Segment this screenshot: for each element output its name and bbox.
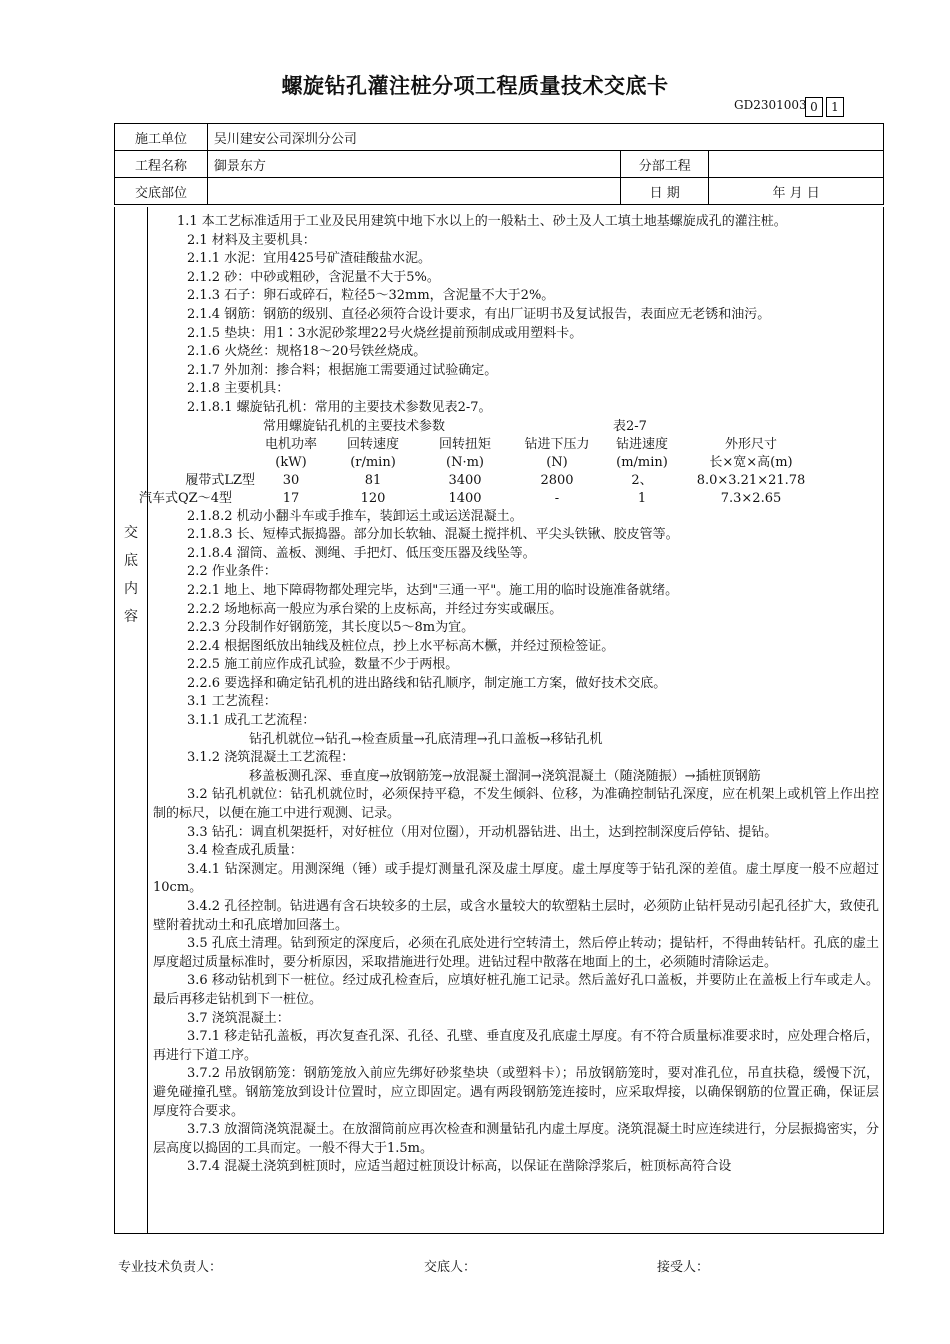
content-paragraph: 3.2 钻孔机就位：钻孔机就位时，必须保持平稳，不发生倾斜、位移，为准确控制钻孔深度，应在机架上或机管上作出控制的标尺，以便在施工中进行观测、记录。 [153,787,879,822]
content-paragraph: 2.2 作业条件： [187,564,277,580]
content-paragraph: 3.4.2 孔径控制。钻进遇有含石块较多的土层，或含水量较大的软塑粘土层时，必须防止钻杆晃动引起孔径扩大，致使孔壁附着扰动土和孔底增加回落土。 [153,899,879,933]
receiver-signature: 接受人： [657,1260,710,1275]
part-label: 交底部位 [115,178,208,205]
content-paragraph: 3.1 工艺流程： [187,694,277,710]
param-header: 回转扭矩 [438,436,491,452]
param-header: 外形尺寸 [724,436,777,452]
code-box-1: 0 [805,97,823,117]
content-paragraph: 3.6 移动钻机到下一桩位。经过成孔检查后，应填好桩孔施工记录。然后盖好孔口盖板，并要防止在盖板上行车或走人。最后再移走钻机到下一桩位。 [153,973,879,1007]
content-paragraph: 2.1.8.2 机动小翻斗车或手推车，装卸运土或运送混凝土。 [187,508,523,524]
division-label: 分部工程 [621,151,709,178]
content-paragraph: 1.1 本工艺标准适用于工业及民用建筑中地下水以上的一般粘土、砂土及人工填土地基螺旋成孔的灌注桩。 [177,214,787,229]
division-value [709,151,884,178]
project-row [115,151,884,178]
discloser-signature: 交底人： [424,1260,477,1275]
content-section [114,207,884,1234]
tech-lead-signature: 专业技术负责人： [118,1260,223,1275]
side-char: 交 [124,525,138,541]
param-cell: 120 [360,490,386,506]
content-paragraph: 2.1.7 外加剂：掺合料；根据施工需要通过试验确定。 [187,362,498,378]
content-paragraph: 2.2.6 要选择和确定钻孔机的进出路线和钻孔顺序，制定施工方案，做好技术交底。 [187,675,667,691]
content-paragraph: 2.2.1 地上、地下障碍物都处理完毕，达到"三通一平"。施工用的临时设施准备就绪。 [187,582,679,598]
unit-value: 吴川建安公司深圳分公司 [207,124,883,151]
machine-param-table [139,418,821,508]
param-header: 钻进速度 [615,436,668,452]
param-table-number: 表2-7 [613,418,647,434]
content-paragraph: 2.1.8.1 螺旋钻孔机：常用的主要技术参数见表2-7。 [187,399,492,415]
content-paragraph: 2.1.4 钢筋：钢筋的级别、直径必须符合设计要求，有出厂证明书及复试报告，表面应无老锈和油污。 [187,306,771,322]
param-header: 电机功率 [264,436,317,452]
content-paragraph: 2.2.4 根据图纸放出轴线及桩位点，抄上水平标高木橛，并经过预检签证。 [187,638,615,654]
param-cell: 2800 [540,472,574,488]
param-header: 回转速度 [346,436,399,452]
content-paragraph: 3.7.4 混凝土浇筑到桩顶时，应适当超过桩顶设计标高，以保证在凿除浮浆后，桩顶标高符合设 [187,1159,732,1175]
paragraphs-a [153,213,879,418]
param-cell: 81 [364,472,382,488]
side-char: 内 [124,581,138,597]
content-paragraph: 3.3 钻孔：调直机架挺杆，对好桩位（用对位圈），开动机器钻进、出土，达到控制深度后停钻、提钻。 [187,824,778,840]
content-paragraph: 移盖板测孔深、垂直度→放钢筋笼→放混凝土溜洞→浇筑混凝土（随浇随振）→插桩顶钢筋 [249,768,761,784]
content-paragraph: 3.7 浇筑混凝土： [187,1010,290,1026]
param-cell: 3400 [448,472,482,488]
content-paragraph: 2.2.5 施工前应作成孔试验，数量不少于两根。 [187,657,459,673]
param-unit: (N) [546,454,568,470]
side-char: 底 [124,553,138,569]
side-char: 容 [124,609,138,625]
content-paragraph: 钻孔机就位→钻孔→检查质量→孔底清理→孔口盖板→移钻孔机 [249,731,603,747]
param-row [149,472,821,490]
content-paragraph: 2.2.2 场地标高一般应为承台梁的上皮标高，并经过夯实或碾压。 [187,601,563,617]
param-row [149,490,821,508]
param-cell: - [554,490,560,506]
param-cell: 1400 [448,490,482,506]
param-unit: (kW) [275,454,307,470]
side-label [115,519,147,631]
content-paragraph: 3.7.2 吊放钢筋笼：钢筋笼放入前应先绑好砂浆垫块（或塑料卡）；吊放钢筋笼时，要对准孔位，吊直扶稳，缓慢下沉，避免碰撞孔壁。钢筋笼放到设计位置时，应立即固定。遇有两段钢筋笼连接时，应采取焊接，以确保钢筋的位置正确，保证层厚度符合要求。 [153,1066,879,1119]
content-paragraph: 3.1.1 成孔工艺流程： [187,713,316,729]
content-paragraph: 2.2.3 分段制作好钢筋笼，其长度以5～8m为宜。 [187,620,475,636]
content-paragraph: 3.7.1 移走钻孔盖板，再次复查孔深、孔径、孔壁、垂直度及孔底虚土厚度。有不符合质量标准要求时，应处理合格后，再进行下道工序。 [153,1029,879,1063]
project-value: 御景东方 [207,151,620,178]
content-paragraph: 2.1 材料及主要机具： [187,232,316,248]
content-paragraph: 2.1.1 水泥：宜用425号矿渣硅酸盐水泥。 [187,251,432,267]
content-paragraph: 2.1.3 石子：卵石或碎石，粒径5～32mm，含泥量不大于2%。 [187,288,555,304]
param-cell: 17 [282,490,300,506]
paragraphs-b [153,508,879,1177]
param-cell: 1 [637,490,647,506]
param-row-name: 履带式LZ型 [185,472,255,488]
param-cell: 30 [282,472,300,488]
unit-row [115,124,884,151]
param-cell: 2、 [631,472,653,488]
content-paragraph: 2.1.8.4 溜筒、盖板、测绳、手把灯、低压变压器及线坠等。 [187,545,536,561]
param-unit: 长×宽×高(m) [709,454,793,470]
param-cell: 8.0×3.21×21.78 [696,472,806,488]
date-label: 日 期 [621,178,709,205]
header-table [114,123,884,205]
project-label: 工程名称 [115,151,208,178]
document-code: GD2301003 [734,98,807,112]
content-paragraph: 2.1.6 火烧丝：规格18～20号铁丝烧成。 [187,344,427,360]
part-value [207,178,620,205]
content-paragraph: 3.4 检查成孔质量： [187,843,303,859]
code-box-2: 1 [826,97,844,117]
param-unit: (m/min) [616,454,668,470]
content-paragraph: 2.1.5 垫块：用1∶3水泥砂浆埋22号火烧丝提前预制成或用塑料卡。 [187,325,583,341]
param-header: 钻进下压力 [524,436,590,452]
content-paragraph: 3.5 孔底土清理。钻到预定的深度后，必须在孔底处进行空转清土，然后停止转动；提钻杆，不得曲转钻杆。孔底的虚土厚度超过质量标准时，要分析原因，采取措施进行处理。进钻过程中散落在地面上的土，必须随时清除运走。 [153,936,879,970]
param-table-caption: 常用螺旋钻孔机的主要技术参数 [263,418,446,434]
param-unit: (N·m) [446,454,484,470]
param-cell: 7.3×2.65 [720,490,782,506]
content-body [139,213,879,1177]
content-paragraph: 3.1.2 浇筑混凝土工艺流程： [187,750,355,766]
content-paragraph: 2.1.8.3 长、短棒式振捣器。部分加长软轴、混凝土搅拌机、平尖头铁锹、胶皮管等。 [187,527,679,543]
date-value: 年 月 日 [709,178,884,205]
content-paragraph: 3.7.3 放溜筒浇筑混凝土。在放溜筒前应再次检查和测量钻孔内虚土厚度。浇筑混凝土时应连续进行，分层振捣密实，分层高度以捣固的工具而定。一般不得大于1.5m。 [153,1122,879,1156]
unit-label: 施工单位 [115,124,208,151]
part-row [115,178,884,205]
content-paragraph: 3.4.1 钻深测定。用测深绳（锤）或手提灯测量孔深及虚土厚度。虚土厚度等于钻孔深的差值。虚土厚度一般不应超过10cm。 [153,861,879,896]
content-paragraph: 2.1.8 主要机具： [187,381,290,397]
side-column [115,207,148,1233]
document-title: 螺旋钻孔灌注桩分项工程质量技术交底卡 [281,74,669,98]
param-unit: (r/min) [350,454,396,470]
param-row-name: 汽车式QZ～4型 [139,490,232,506]
content-paragraph: 2.1.2 砂：中砂或粗砂，含泥量不大于5%。 [187,269,440,285]
